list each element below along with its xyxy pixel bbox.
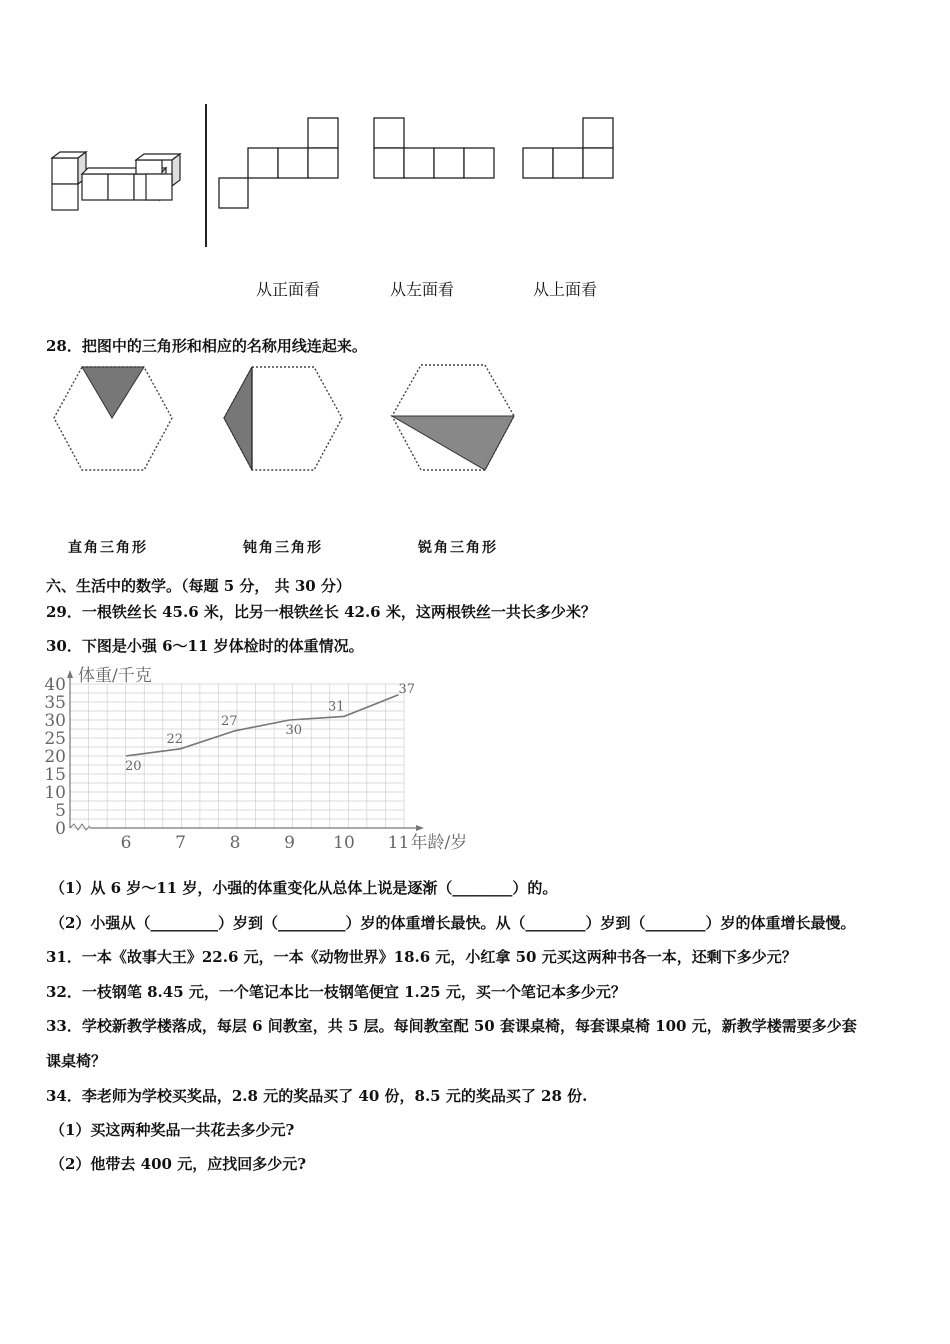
question-31: 31．一本《故事大王》22.6 元，一本《动物世界》18.6 元，小红拿 50 元买这两种书各一本，还剩下多少元？ (46, 948, 797, 966)
question-34: 34．李老师为学校买奖品，2.8 元的奖品买了 40 份，8.5 元的奖品买了 28 份. (46, 1087, 588, 1105)
y-tick-label: 5 (55, 801, 66, 821)
question-34-part-1: （1）买这两种奖品一共花去多少元? (50, 1121, 295, 1139)
view-label-top: 从上面看 (533, 280, 598, 299)
question-30-part-1: （1）从 6 岁～11 岁，小强的体重变化从总体上说是逐渐（________）的。 (50, 879, 558, 897)
question-34-part-2: （2）他带去 400 元，应找回多少元? (50, 1155, 306, 1173)
y-axis-title: 体重/千克 (78, 666, 152, 686)
x-axis-title: 年龄/岁 (410, 833, 468, 853)
question-30: 30．下图是小强 6～11 岁体检时的体重情况。 (46, 637, 364, 655)
view-divider (205, 104, 207, 247)
y-tick-label: 40 (44, 675, 66, 695)
data-label: 20 (125, 759, 142, 774)
view-label-front: 从正面看 (256, 280, 321, 299)
x-tick-label: 10 (333, 833, 355, 853)
question-29: 29．一根铁丝长 45.6 米，比另一根铁丝长 42.6 米，这两根铁丝一共长多少米？ (46, 603, 596, 621)
cube-figure (48, 150, 188, 212)
y-tick-label: 10 (44, 783, 66, 803)
front-view (218, 117, 340, 210)
axis-break (70, 824, 90, 830)
x-axis-arrow (416, 825, 424, 831)
data-label: 27 (221, 713, 238, 729)
hexagon-1 (52, 366, 174, 472)
x-tick-label: 7 (175, 833, 186, 853)
triangle-label-right: 直角三角形 (68, 540, 148, 556)
view-label-left: 从左面看 (390, 280, 455, 299)
x-tick-label: 6 (120, 833, 132, 853)
question-32: 32．一枝钢笔 8.45 元，一个笔记本比一枝钢笔便宜 1.25 元，买一个笔记本多少元？ (46, 983, 626, 1001)
question-33-line-2: 课桌椅？ (46, 1052, 107, 1070)
data-label: 31 (328, 699, 345, 715)
y-tick-label: 35 (44, 693, 66, 713)
x-tick-label: 8 (229, 833, 241, 853)
question-30-part-2: （2）小强从（_________）岁到（_________）岁的体重增长最快。从（________）岁到（________）岁的体重增长最慢。 (50, 914, 856, 932)
section-6-title: 六、生活中的数学。（每题 5 分， 共 30 分） (46, 577, 351, 595)
y-tick-label: 15 (44, 765, 66, 785)
left-view (373, 117, 495, 181)
x-tick-label: 9 (284, 833, 295, 853)
triangle-label-acute: 锐角三角形 (418, 540, 498, 556)
hexagon-2 (222, 366, 344, 472)
y-tick-label: 0 (55, 819, 66, 839)
y-tick-label: 20 (44, 747, 66, 767)
x-tick-label: 11 (387, 833, 410, 853)
data-label: 22 (166, 731, 184, 747)
top-view (522, 117, 614, 181)
y-axis-arrow (67, 670, 73, 678)
hexagon-3 (390, 364, 516, 472)
data-label: 37 (398, 681, 416, 697)
question-28: 28．把图中的三角形和相应的名称用线连起来。 (46, 337, 367, 355)
question-33-line-1: 33．学校新教学楼落成，每层 6 间教室，共 5 层。每间教室配 50 套课桌椅，每套课桌椅 100 元，新教学楼需要多少套 (46, 1017, 857, 1035)
y-tick-label: 25 (44, 729, 66, 749)
weight-line-chart (36, 662, 496, 854)
y-tick-label: 30 (44, 711, 66, 731)
data-label: 30 (285, 723, 303, 738)
triangle-label-obtuse: 钝角三角形 (243, 540, 323, 556)
